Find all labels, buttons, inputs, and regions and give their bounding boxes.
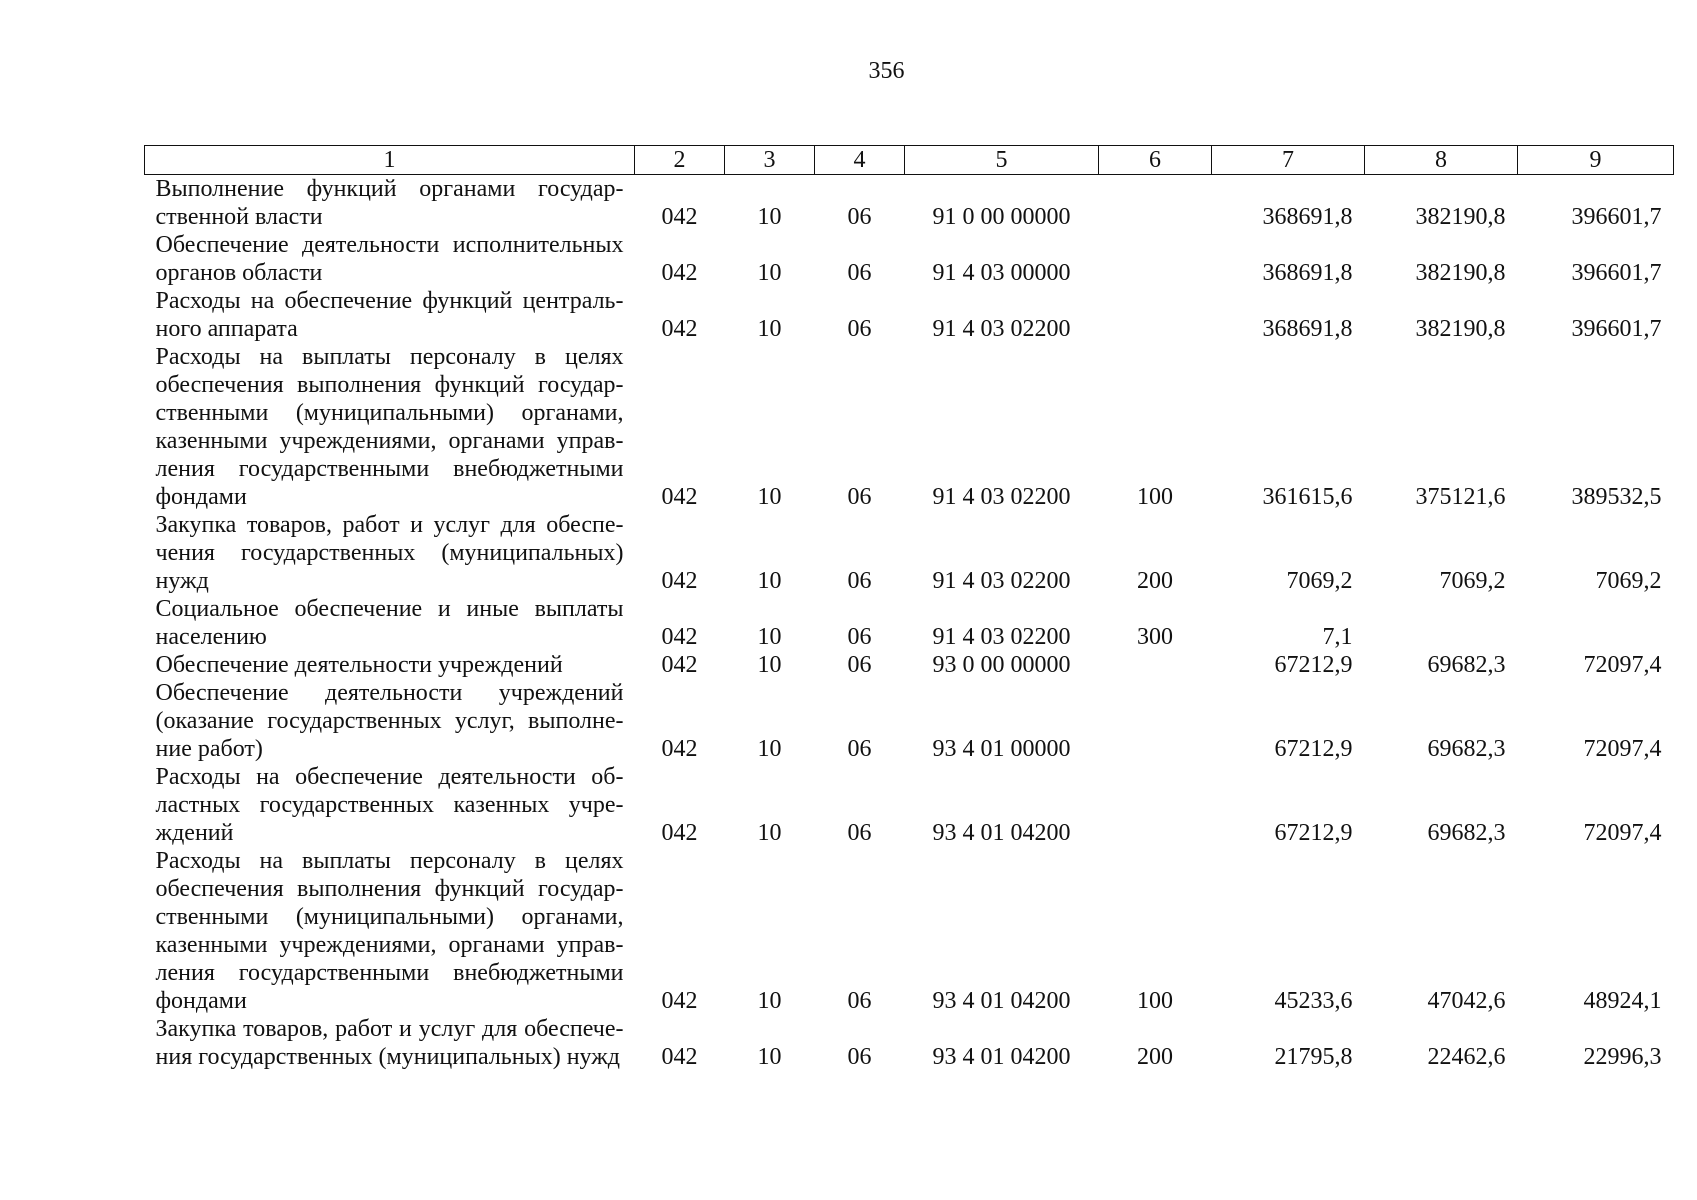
- cell-amount-1: 45233,6: [1274, 988, 1353, 1014]
- cell-section: 10: [757, 988, 782, 1014]
- cell-subsection: 06: [847, 260, 872, 286]
- cell-amount-1: 67212,9: [1274, 736, 1353, 762]
- table-row: [145, 651, 1674, 679]
- table-row: [145, 511, 1674, 595]
- cell-amount-2: 382190,8: [1415, 260, 1506, 286]
- table-row: [145, 231, 1674, 287]
- row-name: Социальное обеспечение и иные выплаты населению: [155, 596, 624, 650]
- row-name: Обеспечение деятельности исполнительных органов области: [155, 232, 624, 286]
- cell-ministry: 042: [661, 260, 698, 286]
- cell-expense-type: [1099, 763, 1212, 847]
- cell-amount-3: 72097,4: [1583, 652, 1662, 678]
- cell-expense-type: [1099, 651, 1212, 679]
- cell-target-article: 91 0 00 00000: [932, 204, 1071, 230]
- row-name: Обеспечение деятельности учреждений: [155, 652, 563, 678]
- cell-expense-type: [1099, 679, 1212, 763]
- cell-amount-3: 72097,4: [1583, 736, 1662, 762]
- cell-amount-3: 7069,2: [1595, 568, 1662, 594]
- cell-amount-2: [1365, 595, 1518, 651]
- column-header: 7: [1212, 146, 1365, 175]
- cell-amount-3: 396601,7: [1571, 316, 1662, 342]
- table-row: [145, 175, 1674, 232]
- cell-target-article: 93 4 01 04200: [932, 988, 1071, 1014]
- cell-amount-3: [1518, 595, 1674, 651]
- page-number: 356: [868, 58, 905, 84]
- cell-ministry: 042: [661, 652, 698, 678]
- budget-table: [144, 145, 1674, 1071]
- row-name: Закупка товаров, работ и услуг для обеспе-чения государственных (муниципальных) нужд: [155, 512, 624, 594]
- cell-subsection: 06: [847, 652, 872, 678]
- cell-amount-1: 7,1: [1322, 624, 1353, 650]
- cell-amount-2: 47042,6: [1427, 988, 1506, 1014]
- cell-ministry: 042: [661, 204, 698, 230]
- cell-target-article: 93 4 01 04200: [932, 820, 1071, 846]
- row-name: Расходы на выплаты персоналу в целях обеспечения выполнения функций государ-ственными (муниципальными) органами, казенными учреждениями, органами управ-ления государственными внебюджетными фондами: [155, 344, 624, 510]
- cell-section: 10: [757, 736, 782, 762]
- table-row: [145, 847, 1674, 1015]
- cell-section: 10: [757, 316, 782, 342]
- cell-subsection: 06: [847, 988, 872, 1014]
- cell-ministry: 042: [661, 1044, 698, 1070]
- cell-amount-2: 69682,3: [1427, 820, 1506, 846]
- row-name: Обеспечение деятельности учреждений (оказание государственных услуг, выполне-ние работ): [155, 680, 624, 762]
- cell-target-article: 93 4 01 00000: [932, 736, 1071, 762]
- cell-subsection: 06: [847, 820, 872, 846]
- table-row: [145, 763, 1674, 847]
- cell-subsection: 06: [847, 736, 872, 762]
- cell-section: 10: [757, 260, 782, 286]
- cell-expense-type: [1099, 231, 1212, 287]
- header-row: [145, 146, 1674, 175]
- cell-expense-type: 100: [1137, 484, 1173, 510]
- cell-subsection: 06: [847, 204, 872, 230]
- cell-section: 10: [757, 820, 782, 846]
- row-name: Расходы на выплаты персоналу в целях обеспечения выполнения функций государ-ственными (муниципальными) органами, казенными учреждениями, органами управ-ления государственными внебюджетными фондами: [155, 848, 624, 1014]
- cell-expense-type: 300: [1137, 624, 1173, 650]
- cell-amount-1: 368691,8: [1262, 204, 1353, 230]
- column-header: 2: [635, 146, 725, 175]
- cell-target-article: 93 4 01 04200: [932, 1044, 1071, 1070]
- row-name: Закупка товаров, работ и услуг для обеспече-ния государственных (муниципальных) нужд: [155, 1016, 624, 1070]
- cell-expense-type: [1099, 175, 1212, 232]
- table-row: [145, 343, 1674, 511]
- cell-amount-1: 67212,9: [1274, 652, 1353, 678]
- cell-section: 10: [757, 1044, 782, 1070]
- cell-expense-type: 200: [1137, 1044, 1173, 1070]
- cell-ministry: 042: [661, 988, 698, 1014]
- column-header: 4: [815, 146, 905, 175]
- cell-subsection: 06: [847, 1044, 872, 1070]
- cell-ministry: 042: [661, 624, 698, 650]
- row-name: Расходы на обеспечение деятельности об-ластных государственных казенных учре-ждений: [155, 764, 624, 846]
- cell-section: 10: [757, 484, 782, 510]
- cell-ministry: 042: [661, 568, 698, 594]
- cell-amount-3: 396601,7: [1571, 260, 1662, 286]
- cell-amount-1: 368691,8: [1262, 316, 1353, 342]
- cell-amount-2: 69682,3: [1427, 652, 1506, 678]
- column-header: 9: [1518, 146, 1674, 175]
- cell-amount-2: 7069,2: [1439, 568, 1506, 594]
- cell-amount-1: 368691,8: [1262, 260, 1353, 286]
- cell-amount-2: 22462,6: [1427, 1044, 1506, 1070]
- cell-ministry: 042: [661, 484, 698, 510]
- column-header: 5: [905, 146, 1099, 175]
- cell-section: 10: [757, 568, 782, 594]
- cell-amount-2: 382190,8: [1415, 204, 1506, 230]
- cell-amount-1: 67212,9: [1274, 820, 1353, 846]
- cell-target-article: 91 4 03 02200: [932, 316, 1071, 342]
- cell-amount-2: 375121,6: [1415, 484, 1506, 510]
- cell-target-article: 91 4 03 00000: [932, 260, 1071, 286]
- cell-subsection: 06: [847, 568, 872, 594]
- column-header: 1: [145, 146, 635, 175]
- cell-subsection: 06: [847, 484, 872, 510]
- cell-amount-2: 382190,8: [1415, 316, 1506, 342]
- table-row: [145, 679, 1674, 763]
- cell-target-article: 91 4 03 02200: [932, 568, 1071, 594]
- cell-amount-2: 69682,3: [1427, 736, 1506, 762]
- cell-target-article: 93 0 00 00000: [932, 652, 1071, 678]
- table-row: [145, 1015, 1674, 1071]
- cell-expense-type: 100: [1137, 988, 1173, 1014]
- cell-expense-type: [1099, 287, 1212, 343]
- cell-section: 10: [757, 204, 782, 230]
- row-name: Выполнение функций органами государ-ственной власти: [155, 176, 624, 230]
- cell-ministry: 042: [661, 820, 698, 846]
- cell-amount-1: 361615,6: [1262, 484, 1353, 510]
- cell-amount-3: 72097,4: [1583, 820, 1662, 846]
- row-name: Расходы на обеспечение функций централь-ного аппарата: [155, 288, 624, 342]
- table-row: [145, 595, 1674, 651]
- column-header: 8: [1365, 146, 1518, 175]
- table-row: [145, 287, 1674, 343]
- cell-expense-type: 200: [1137, 568, 1173, 594]
- cell-amount-1: 7069,2: [1286, 568, 1353, 594]
- column-header: 6: [1099, 146, 1212, 175]
- cell-amount-3: 389532,5: [1571, 484, 1662, 510]
- cell-ministry: 042: [661, 316, 698, 342]
- cell-section: 10: [757, 652, 782, 678]
- cell-section: 10: [757, 624, 782, 650]
- table-header: [145, 146, 1674, 175]
- column-header: 3: [725, 146, 815, 175]
- cell-target-article: 91 4 03 02200: [932, 624, 1071, 650]
- cell-amount-3: 48924,1: [1583, 988, 1662, 1014]
- cell-amount-3: 396601,7: [1571, 204, 1662, 230]
- table-body: [145, 175, 1674, 1072]
- cell-amount-3: 22996,3: [1583, 1044, 1662, 1070]
- cell-amount-1: 21795,8: [1274, 1044, 1353, 1070]
- cell-target-article: 91 4 03 02200: [932, 484, 1071, 510]
- cell-ministry: 042: [661, 736, 698, 762]
- cell-subsection: 06: [847, 316, 872, 342]
- cell-subsection: 06: [847, 624, 872, 650]
